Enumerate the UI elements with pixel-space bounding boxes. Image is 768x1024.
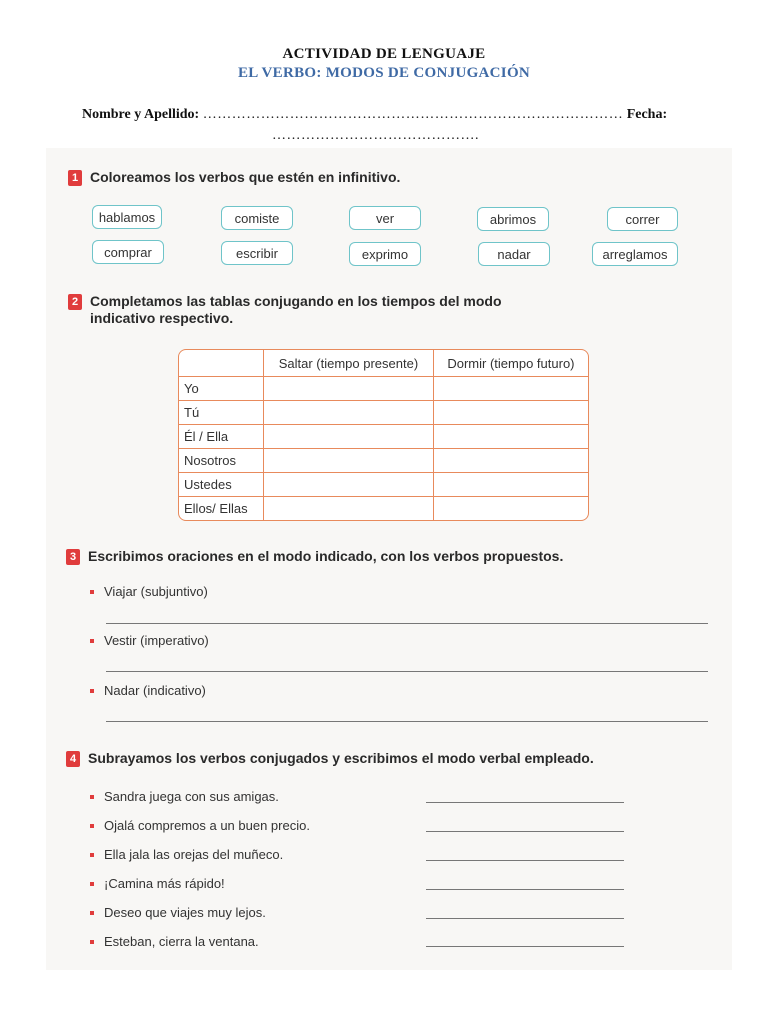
bullet-icon <box>90 795 94 799</box>
section-1-heading <box>68 169 400 186</box>
answer-cell[interactable] <box>264 449 434 473</box>
pronoun-cell: Tú <box>179 401 264 425</box>
list-item <box>90 789 279 804</box>
bullet-icon <box>90 911 94 915</box>
section-3-heading <box>66 548 563 565</box>
page-subtitle: EL VERBO: MODOS DE CONJUGACIÓN <box>237 65 531 81</box>
sentence-text: Ojalá compremos a un buen precio. <box>104 818 310 833</box>
list-item <box>90 584 208 599</box>
answer-cell[interactable] <box>433 497 588 520</box>
answer-cell[interactable] <box>264 425 434 449</box>
verb-chip[interactable]: abrimos <box>477 207 549 231</box>
answer-cell[interactable] <box>433 377 588 401</box>
section-3-instruction: Escribimos oraciones en el modo indicado, con los verbos propuestos. <box>88 548 564 564</box>
answer-line[interactable] <box>426 946 624 947</box>
pronoun-cell: Nosotros <box>179 449 264 473</box>
prompt-text: Viajar (subjuntivo) <box>104 584 208 599</box>
table-row <box>179 497 588 520</box>
verb-chip[interactable]: nadar <box>478 242 550 266</box>
section-2-heading <box>68 293 502 327</box>
verb-chip[interactable]: arreglamos <box>592 242 678 266</box>
prompt-text: Vestir (imperativo) <box>104 633 209 648</box>
answer-line[interactable] <box>106 721 708 722</box>
answer-cell[interactable] <box>433 401 588 425</box>
bullet-icon <box>90 689 94 693</box>
list-item <box>90 934 259 949</box>
answer-cell[interactable] <box>433 425 588 449</box>
bullet-icon <box>90 853 94 857</box>
answer-line[interactable] <box>426 802 624 803</box>
name-label: Nombre y Apellido: <box>82 107 200 122</box>
verb-chip[interactable]: comprar <box>92 240 164 264</box>
bullet-icon <box>90 590 94 594</box>
sentence-text: Esteban, cierra la ventana. <box>104 934 259 949</box>
table-row <box>179 473 588 497</box>
list-item <box>90 876 225 891</box>
section-4-heading <box>66 750 594 767</box>
bullet-icon <box>90 940 94 944</box>
table-header-row <box>179 350 588 377</box>
page-header <box>0 46 768 82</box>
table-row <box>179 425 588 449</box>
sentence-text: ¡Camina más rápido! <box>104 876 225 891</box>
table-header-cell: Dormir (tiempo futuro) <box>433 350 588 377</box>
verb-chip[interactable]: hablamos <box>92 205 162 229</box>
table-row <box>179 401 588 425</box>
section-4-instruction: Subrayamos los verbos conjugados y escribimos el modo verbal empleado. <box>88 750 594 766</box>
answer-cell[interactable] <box>264 401 434 425</box>
answer-line[interactable] <box>426 889 624 890</box>
table-row <box>179 449 588 473</box>
table-header-cell <box>179 350 264 377</box>
sentence-text: Ella jala las orejas del muñeco. <box>104 847 284 862</box>
answer-line[interactable] <box>426 860 624 861</box>
list-item <box>90 905 266 920</box>
date-label: Fecha: <box>626 107 668 122</box>
prompt-text: Nadar (indicativo) <box>104 683 206 698</box>
section-2-instruction-line2: indicativo respectivo. <box>90 310 234 326</box>
section-number-badge: 1 <box>68 170 82 186</box>
section-number-badge: 4 <box>66 751 80 767</box>
list-item <box>90 818 310 833</box>
pronoun-cell: Ustedes <box>179 473 264 497</box>
verb-chip[interactable]: ver <box>349 206 421 230</box>
verb-chip[interactable]: comiste <box>221 206 293 230</box>
page-title: ACTIVIDAD DE LENGUAJE <box>282 46 486 62</box>
student-info-line <box>82 104 692 146</box>
answer-cell[interactable] <box>264 473 434 497</box>
list-item <box>90 633 209 648</box>
answer-line[interactable] <box>426 918 624 919</box>
date-field[interactable]: ……………………………………. <box>272 128 479 143</box>
bullet-icon <box>90 824 94 828</box>
pronoun-cell: Ellos/ Ellas <box>179 497 264 520</box>
bullet-icon <box>90 639 94 643</box>
pronoun-cell: Yo <box>184 381 199 396</box>
name-field[interactable]: …………………………………………………………………………… <box>202 107 624 122</box>
table-header-cell: Saltar (tiempo presente) <box>264 350 434 377</box>
pronoun-cell: Él / Ella <box>179 425 264 449</box>
section-number-badge: 2 <box>68 294 82 310</box>
answer-line[interactable] <box>106 671 708 672</box>
answer-cell[interactable] <box>433 473 588 497</box>
section-2-instruction-line1: Completamos las tablas conjugando en los tiempos del modo <box>90 293 502 309</box>
section-number-badge: 3 <box>66 549 80 565</box>
bullet-icon <box>90 882 94 886</box>
sentence-text: Deseo que viajes muy lejos. <box>104 905 266 920</box>
answer-line[interactable] <box>426 831 624 832</box>
list-item <box>90 847 283 862</box>
answer-cell[interactable] <box>264 497 434 520</box>
answer-cell[interactable] <box>433 449 588 473</box>
verb-chip[interactable]: escribir <box>221 241 293 265</box>
table-row <box>179 377 588 401</box>
verb-chip[interactable]: exprimo <box>349 242 421 266</box>
list-item <box>90 683 206 698</box>
answer-cell[interactable] <box>264 377 434 401</box>
answer-line[interactable] <box>106 623 708 624</box>
verb-chip[interactable]: correr <box>607 207 678 231</box>
section-1-instruction: Coloreamos los verbos que estén en infinitivo. <box>90 169 401 185</box>
conjugation-table <box>178 349 589 521</box>
sentence-text: Sandra juega con sus amigas. <box>104 789 279 804</box>
